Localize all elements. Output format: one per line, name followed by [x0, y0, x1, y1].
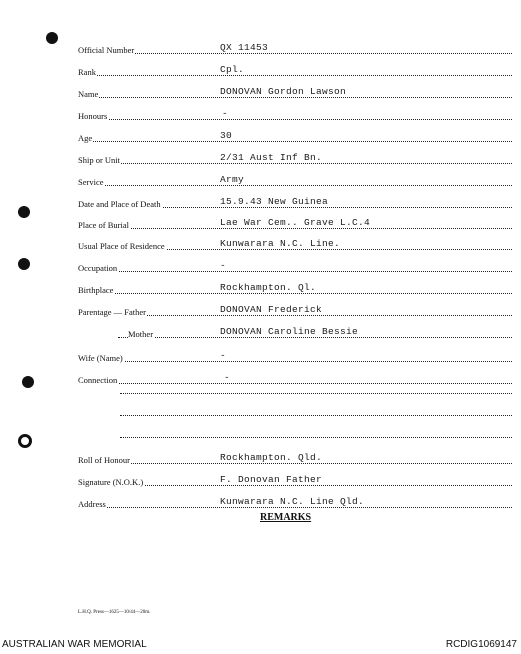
field-date-place-death	[78, 194, 512, 208]
field-label: Name	[78, 88, 99, 99]
field-label: Age	[78, 132, 93, 143]
dotted-line	[78, 53, 512, 54]
field-place-of-burial	[78, 215, 512, 229]
remarks-heading: REMARKS	[260, 512, 312, 523]
dotted-line	[78, 185, 512, 186]
field-birthplace	[78, 280, 512, 294]
dotted-line	[78, 163, 512, 164]
field-value: -	[222, 108, 229, 119]
field-value: 30	[220, 130, 233, 141]
field-label: Wife (Name)	[78, 352, 123, 363]
field-label: Signature (N.O.K.)	[78, 476, 144, 487]
connection-extra-line	[120, 393, 512, 394]
dotted-line	[78, 228, 512, 229]
field-label: Roll of Honour	[78, 454, 130, 465]
field-roll-of-honour	[78, 450, 512, 464]
field-label: Place of Burial	[78, 219, 129, 230]
field-signature-nok	[78, 472, 512, 486]
field-value: DONOVAN Frederick	[220, 304, 323, 315]
field-label: Connection	[78, 374, 118, 385]
field-label: Usual Place of Residence	[78, 240, 165, 251]
dotted-line	[78, 75, 512, 76]
punch-hole	[18, 206, 30, 218]
field-mother	[78, 324, 512, 338]
field-value: 15.9.43 New Guinea	[220, 196, 329, 207]
footer-left: AUSTRALIAN WAR MEMORIAL	[2, 639, 147, 650]
field-value: QX 11453	[220, 42, 269, 53]
dotted-line	[78, 119, 512, 120]
field-label: Mother	[128, 328, 154, 339]
field-value: -	[220, 350, 227, 361]
punch-hole	[18, 434, 32, 448]
dotted-line	[78, 97, 512, 98]
field-value: Lae War Cem.. Grave L.C.4	[220, 217, 371, 228]
field-label: Official Number	[78, 44, 135, 55]
field-honours	[78, 106, 512, 120]
field-label: Occupation	[78, 262, 118, 273]
field-value: DONOVAN Gordon Lawson	[220, 86, 347, 97]
field-value: -	[224, 372, 231, 383]
field-label: Service	[78, 176, 104, 187]
punch-hole	[18, 258, 30, 270]
field-official-number	[78, 40, 512, 54]
connection-extra-line	[120, 415, 512, 416]
field-connection	[78, 370, 512, 384]
dotted-line	[78, 361, 512, 362]
field-value: -	[220, 260, 227, 271]
field-value: F. Donovan Father	[220, 474, 323, 485]
field-label: Address	[78, 498, 106, 509]
connection-extra-line	[120, 437, 512, 438]
punch-hole	[46, 32, 58, 44]
field-value: Kunwarara N.C. Line Qld.	[220, 496, 365, 507]
field-label: Parentage — Father	[78, 306, 146, 317]
field-value: 2/31 Aust Inf Bn.	[220, 152, 323, 163]
field-label: Date and Place of Death	[78, 198, 161, 209]
punch-hole	[22, 376, 34, 388]
dotted-line	[78, 383, 512, 384]
dotted-line	[78, 293, 512, 294]
dotted-line	[118, 337, 512, 338]
field-father	[78, 302, 512, 316]
field-value: Army	[220, 174, 245, 185]
field-occupation	[78, 258, 512, 272]
field-label: Honours	[78, 110, 108, 121]
field-value: Cpl.	[220, 64, 245, 75]
field-address	[78, 494, 512, 508]
field-age	[78, 128, 512, 142]
field-value: Rockhampton. Ql.	[220, 282, 317, 293]
field-service	[78, 172, 512, 186]
dotted-line	[78, 271, 512, 272]
field-label: Birthplace	[78, 284, 114, 295]
field-label: Rank	[78, 66, 96, 77]
field-label: Ship or Unit	[78, 154, 121, 165]
dotted-line	[78, 463, 512, 464]
field-usual-residence	[78, 236, 512, 250]
field-ship-or-unit	[78, 150, 512, 164]
footer-right: RCDIG1069147	[445, 639, 517, 650]
field-value: DONOVAN Caroline Bessie	[220, 326, 359, 337]
field-value: Rockhampton. Qld.	[220, 452, 323, 463]
field-wife	[78, 348, 512, 362]
print-code: L.H.Q. Press—1625—10/44—20m.	[78, 610, 151, 615]
field-name	[78, 84, 512, 98]
field-value: Kunwarara N.C. Line.	[220, 238, 341, 249]
field-rank	[78, 62, 512, 76]
dotted-line	[78, 141, 512, 142]
dotted-line	[78, 507, 512, 508]
